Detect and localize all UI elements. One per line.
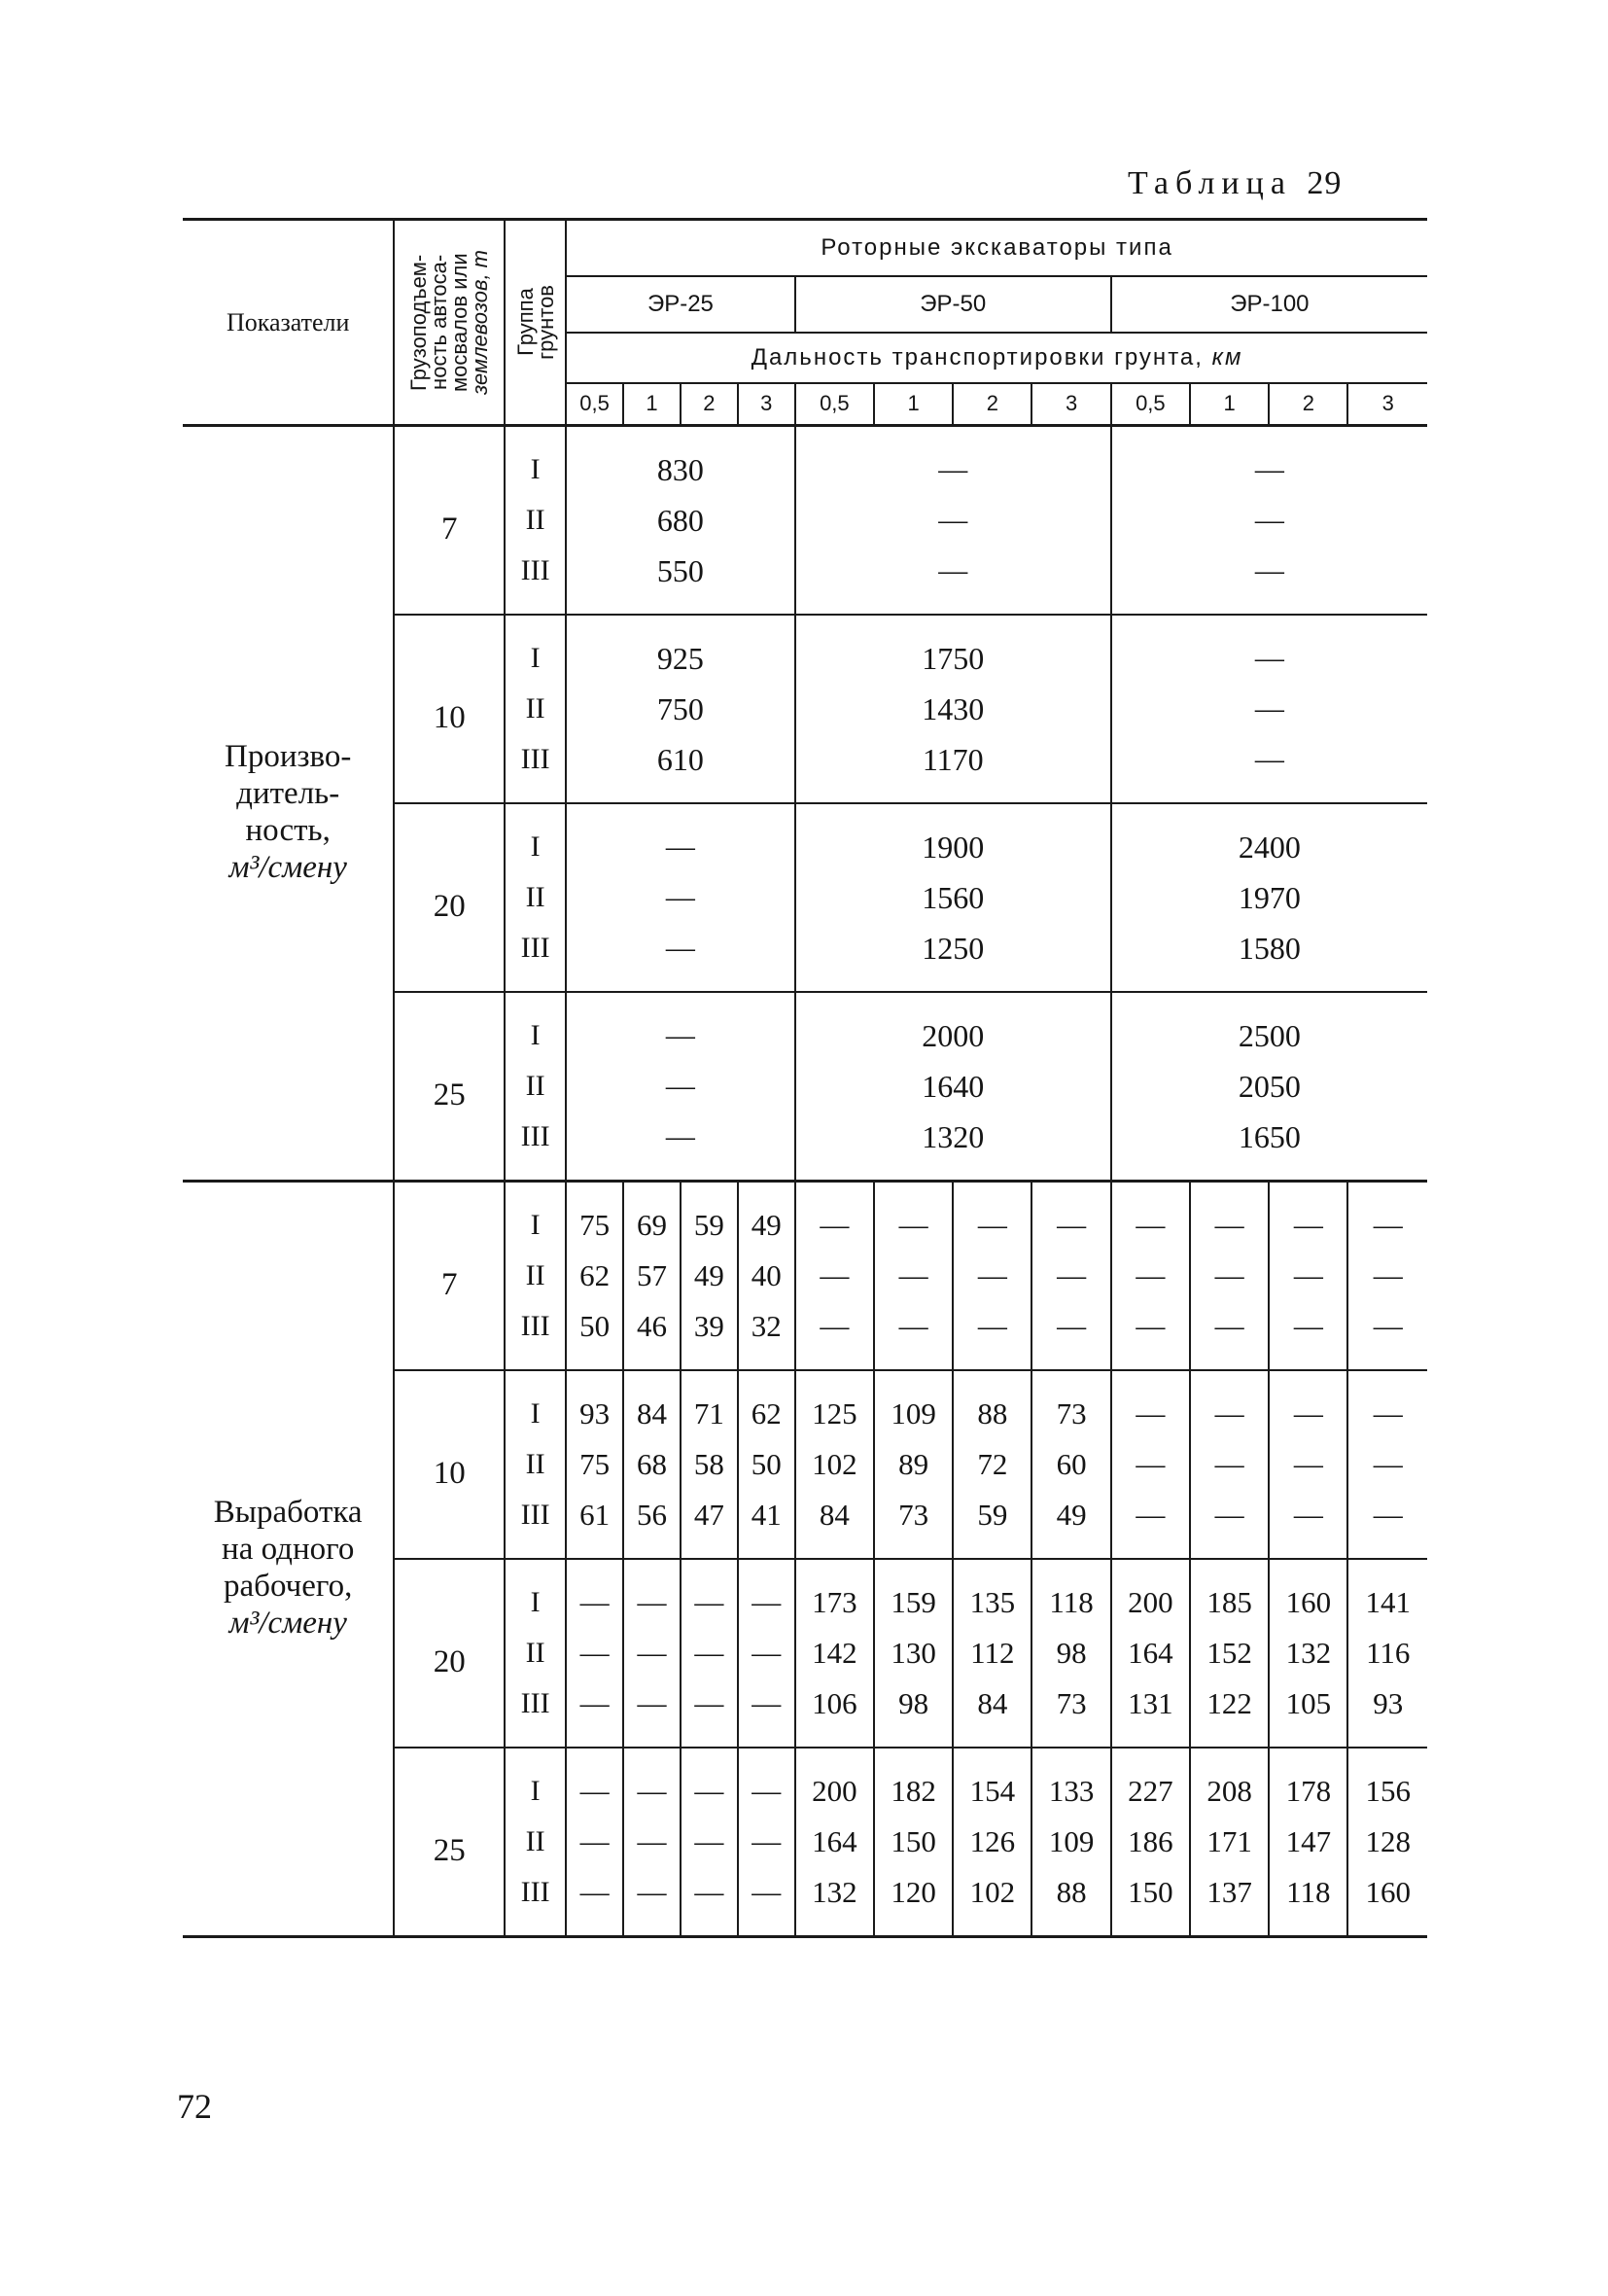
soil-group: III [505, 1867, 566, 1937]
output-value: — [1031, 1251, 1110, 1301]
output-value: — [681, 1678, 738, 1748]
output-value: 178 [1269, 1748, 1347, 1817]
distance-value: 1 [1190, 383, 1269, 426]
output-value: — [738, 1817, 795, 1867]
output-row [183, 1182, 1427, 1252]
productivity-value-er50: 2000 [795, 992, 1111, 1061]
output-value: — [623, 1748, 681, 1817]
output-value: — [1269, 1251, 1347, 1301]
output-value: 130 [874, 1628, 953, 1678]
soil-group: II [505, 1628, 566, 1678]
indicator-label [183, 1182, 394, 1937]
caption-number: 29 [1307, 165, 1343, 201]
output-value: 46 [623, 1301, 681, 1370]
output-value: — [1190, 1490, 1269, 1559]
capacity-header: Грузоподъем- ность автоса- мосвалов или землевозов, т [394, 220, 505, 426]
productivity-value-er100: — [1111, 495, 1427, 546]
productivity-value-er25: — [665, 881, 695, 913]
indicator-label [183, 426, 394, 1182]
excavator-type-er25: ЭР-25 [566, 276, 795, 333]
output-value: 62 [738, 1370, 795, 1439]
soil-group: I [505, 1748, 566, 1817]
output-value: — [1269, 1301, 1347, 1370]
productivity-value-er50: 1560 [795, 872, 1111, 923]
output-value: 88 [953, 1370, 1031, 1439]
output-value: — [1111, 1301, 1190, 1370]
output-value: 126 [953, 1817, 1031, 1867]
output-value: 159 [874, 1559, 953, 1628]
output-value: 59 [681, 1182, 738, 1252]
distance-value: 1 [623, 383, 681, 426]
output-value: — [1190, 1370, 1269, 1439]
output-value: 200 [795, 1748, 874, 1817]
capacity-value: 25 [394, 1748, 505, 1937]
output-value: 133 [1031, 1748, 1110, 1817]
output-value: 137 [1190, 1867, 1269, 1937]
output-value: — [953, 1182, 1031, 1252]
output-value: 72 [953, 1439, 1031, 1490]
output-value: — [953, 1251, 1031, 1301]
output-value: — [1347, 1439, 1427, 1490]
output-value: — [579, 1687, 610, 1719]
output-value: — [1347, 1370, 1427, 1439]
output-value: 49 [738, 1182, 795, 1252]
productivity-value-er100: 1970 [1111, 872, 1427, 923]
capacity-value: 10 [394, 1370, 505, 1559]
output-value: — [1031, 1301, 1110, 1370]
output-value: — [1347, 1182, 1427, 1252]
output-value: 32 [738, 1301, 795, 1370]
output-value: 132 [795, 1867, 874, 1937]
distance-value: 0,5 [1111, 383, 1190, 426]
soil-group-header: Группа грунтов [505, 220, 566, 426]
output-value: 84 [795, 1490, 874, 1559]
output-value: 105 [1269, 1678, 1347, 1748]
output-value: 131 [1111, 1678, 1190, 1748]
output-value: 125 [795, 1370, 874, 1439]
output-value: — [738, 1628, 795, 1678]
output-value: — [623, 1817, 681, 1867]
output-value: 152 [1190, 1628, 1269, 1678]
output-section [183, 1182, 1427, 1937]
distance-unit: км [1211, 343, 1243, 371]
output-value: — [1347, 1251, 1427, 1301]
distance-value: 2 [1269, 383, 1347, 426]
productivity-value-er25: — [566, 992, 795, 1061]
output-value: 69 [623, 1182, 681, 1252]
output-value: — [738, 1678, 795, 1748]
output-value: — [1111, 1370, 1190, 1439]
output-value: — [681, 1628, 738, 1678]
soil-group: II [505, 1439, 566, 1490]
indicator-label-line: Выработка [213, 1495, 363, 1530]
indicator-label-line: рабочего, [224, 1569, 353, 1604]
productivity-value-er100: 2500 [1111, 992, 1427, 1061]
output-value: 227 [1111, 1748, 1190, 1817]
output-value: 50 [738, 1439, 795, 1490]
output-value: 49 [1031, 1490, 1110, 1559]
output-value: — [738, 1748, 795, 1817]
output-value: 173 [795, 1559, 874, 1628]
output-value: — [681, 1748, 738, 1817]
soil-group: I [505, 426, 566, 496]
output-value: — [795, 1301, 874, 1370]
excavator-type-er50: ЭР-50 [795, 276, 1111, 333]
output-value: 71 [681, 1370, 738, 1439]
output-value: 41 [738, 1490, 795, 1559]
output-value: 186 [1111, 1817, 1190, 1867]
output-value: — [566, 1559, 623, 1628]
output-value: 89 [874, 1439, 953, 1490]
output-value: 142 [795, 1628, 874, 1678]
soil-group: II [505, 1061, 566, 1112]
output-value: — [1269, 1439, 1347, 1490]
output-value: 50 [579, 1309, 611, 1343]
productivity-value-er25: 830 [566, 426, 795, 496]
productivity-section [183, 426, 1427, 1182]
indicator-label-line: ность, [245, 813, 331, 848]
output-value: 200 [1111, 1559, 1190, 1628]
productivity-value-er50: 1430 [795, 684, 1111, 734]
output-value: — [1347, 1301, 1427, 1370]
productivity-value-er100: 2400 [1111, 803, 1427, 872]
productivity-value-er50: 1320 [795, 1112, 1111, 1182]
output-value: 75 [566, 1182, 623, 1252]
output-value: — [1347, 1490, 1427, 1559]
output-value: — [579, 1825, 610, 1857]
output-value: — [623, 1559, 681, 1628]
soil-group: I [505, 803, 566, 872]
distance-value: 2 [953, 383, 1031, 426]
productivity-value-er25: — [566, 803, 795, 872]
soil-group: II [505, 1817, 566, 1867]
output-value: 150 [874, 1817, 953, 1867]
output-value: 62 [579, 1258, 611, 1292]
output-value: — [579, 1637, 610, 1669]
output-value: 88 [1031, 1867, 1110, 1937]
productivity-value-er25: 925 [566, 615, 795, 684]
table-caption [1128, 165, 1342, 202]
soil-group: III [505, 1112, 566, 1182]
output-value: 68 [623, 1439, 681, 1490]
output-value: 98 [1031, 1628, 1110, 1678]
distance-value: 3 [738, 383, 795, 426]
output-value: 59 [953, 1490, 1031, 1559]
productivity-value-er25: 610 [656, 742, 704, 777]
output-value: 109 [1031, 1817, 1110, 1867]
output-value: — [681, 1867, 738, 1937]
soil-group: II [505, 872, 566, 923]
output-value: — [681, 1817, 738, 1867]
productivity-value-er100: — [1111, 684, 1427, 734]
output-value: 60 [1031, 1439, 1110, 1490]
output-value: — [1111, 1439, 1190, 1490]
productivity-value-er100: — [1111, 546, 1427, 615]
output-value: — [874, 1301, 953, 1370]
table-header [183, 220, 1427, 426]
output-value: — [623, 1628, 681, 1678]
output-value: 120 [874, 1867, 953, 1937]
productivity-value-er25: 680 [656, 503, 704, 538]
distance-header: Дальность транспортировки грунта, км [566, 333, 1427, 383]
productivity-value-er50: — [795, 546, 1111, 615]
soil-group: II [505, 495, 566, 546]
distance-value: 3 [1031, 383, 1110, 426]
output-value: 56 [623, 1490, 681, 1559]
output-value: 141 [1347, 1559, 1427, 1628]
productivity-value-er100: 2050 [1111, 1061, 1427, 1112]
productivity-value-er100: — [1111, 426, 1427, 496]
distance-value: 2 [681, 383, 738, 426]
soil-group: III [505, 1490, 566, 1559]
soil-group: I [505, 992, 566, 1061]
indicator-label-line: дитель- [236, 776, 340, 811]
output-value: 109 [874, 1370, 953, 1439]
output-value: — [1190, 1251, 1269, 1301]
output-value: — [874, 1182, 953, 1252]
output-value: 93 [566, 1370, 623, 1439]
output-value: 118 [1269, 1867, 1347, 1937]
output-value: 164 [795, 1817, 874, 1867]
capacity-value: 20 [394, 1559, 505, 1748]
capacity-value: 7 [394, 426, 505, 616]
output-value: 164 [1111, 1628, 1190, 1678]
output-value: — [1269, 1490, 1347, 1559]
productivity-value-er25: 750 [656, 691, 704, 726]
productivity-value-er50: 1750 [795, 615, 1111, 684]
indicator-unit: м³/смену [228, 1606, 347, 1641]
soil-group: I [505, 1559, 566, 1628]
output-value: 75 [579, 1447, 611, 1481]
capacity-value: 20 [394, 803, 505, 992]
output-value: — [566, 1748, 623, 1817]
output-value: — [738, 1867, 795, 1937]
output-value: — [623, 1678, 681, 1748]
output-value: — [681, 1559, 738, 1628]
excavator-type-er100: ЭР-100 [1111, 276, 1427, 333]
distance-value: 0,5 [795, 383, 874, 426]
output-value: — [1031, 1182, 1110, 1252]
output-value: — [1111, 1490, 1190, 1559]
output-value: 40 [738, 1251, 795, 1301]
output-value: — [1269, 1182, 1347, 1252]
output-value: — [795, 1251, 874, 1301]
distance-value: 1 [874, 383, 953, 426]
output-value: 135 [953, 1559, 1031, 1628]
output-value: 73 [1031, 1678, 1110, 1748]
soil-group: I [505, 1370, 566, 1439]
productivity-value-er25: — [665, 1120, 695, 1152]
output-value: — [1111, 1251, 1190, 1301]
output-value: 171 [1190, 1817, 1269, 1867]
output-value: 122 [1190, 1678, 1269, 1748]
soil-group: III [505, 923, 566, 992]
output-value: 112 [953, 1628, 1031, 1678]
productivity-value-er50: 1170 [795, 734, 1111, 803]
output-value: 147 [1269, 1817, 1347, 1867]
output-value: 208 [1190, 1748, 1269, 1817]
output-value: 160 [1347, 1867, 1427, 1937]
output-value: 116 [1347, 1628, 1427, 1678]
indicators-header: Показатели [183, 220, 394, 426]
distance-value: 0,5 [566, 383, 623, 426]
soil-group: III [505, 734, 566, 803]
productivity-value-er50: 1640 [795, 1061, 1111, 1112]
soil-group: III [505, 1301, 566, 1370]
productivity-value-er50: 1250 [795, 923, 1111, 992]
output-value: 150 [1111, 1867, 1190, 1937]
productivity-value-er50: 1900 [795, 803, 1111, 872]
soil-group: III [505, 1678, 566, 1748]
output-value: — [623, 1867, 681, 1937]
output-value: 132 [1269, 1628, 1347, 1678]
output-value: 185 [1190, 1559, 1269, 1628]
productivity-table [183, 218, 1427, 1938]
output-value: 98 [874, 1678, 953, 1748]
output-value: 102 [953, 1867, 1031, 1937]
output-value: 93 [1347, 1678, 1427, 1748]
output-value: 73 [1031, 1370, 1110, 1439]
output-value: — [1111, 1182, 1190, 1252]
caption-word: Таблица [1128, 165, 1292, 201]
capacity-value: 10 [394, 615, 505, 803]
soil-group: II [505, 1251, 566, 1301]
output-value: — [795, 1182, 874, 1252]
soil-group: III [505, 546, 566, 615]
productivity-value-er25: 550 [656, 553, 704, 588]
productivity-row [183, 426, 1427, 496]
productivity-value-er50: — [795, 495, 1111, 546]
capacity-value: 7 [394, 1182, 505, 1371]
page-number: 72 [177, 2087, 212, 2126]
output-value: 73 [874, 1490, 953, 1559]
productivity-value-er25: — [665, 1070, 695, 1102]
output-value: 84 [953, 1678, 1031, 1748]
productivity-value-er50: — [795, 426, 1111, 496]
output-value: 47 [681, 1490, 738, 1559]
indicator-unit: м³/смену [228, 850, 347, 885]
output-value: 128 [1347, 1817, 1427, 1867]
productivity-value-er25: — [665, 932, 695, 964]
output-value: 106 [795, 1678, 874, 1748]
output-value: 61 [579, 1498, 611, 1532]
soil-group: I [505, 615, 566, 684]
output-value: — [953, 1301, 1031, 1370]
productivity-value-er100: — [1111, 734, 1427, 803]
output-value: 39 [681, 1301, 738, 1370]
output-value: — [579, 1876, 610, 1908]
output-value: 58 [681, 1439, 738, 1490]
output-value: — [1190, 1182, 1269, 1252]
output-value: — [738, 1559, 795, 1628]
output-value: 118 [1031, 1559, 1110, 1628]
soil-group: I [505, 1182, 566, 1252]
output-value: — [1269, 1370, 1347, 1439]
rotary-excavators-header: Роторные экскаваторы типа [566, 220, 1427, 276]
distance-value: 3 [1347, 383, 1427, 426]
output-value: — [1190, 1301, 1269, 1370]
productivity-value-er100: 1580 [1111, 923, 1427, 992]
productivity-value-er100: — [1111, 615, 1427, 684]
output-value: 156 [1347, 1748, 1427, 1817]
output-value: 102 [795, 1439, 874, 1490]
output-value: — [1190, 1439, 1269, 1490]
output-value: 160 [1269, 1559, 1347, 1628]
soil-group: II [505, 684, 566, 734]
productivity-value-er100: 1650 [1111, 1112, 1427, 1182]
indicator-label-line: Произво- [225, 739, 352, 774]
output-value: 154 [953, 1748, 1031, 1817]
output-value: 49 [681, 1251, 738, 1301]
output-value: 84 [623, 1370, 681, 1439]
output-value: — [874, 1251, 953, 1301]
capacity-value: 25 [394, 992, 505, 1182]
indicator-label-line: на одного [222, 1532, 355, 1567]
output-value: 57 [623, 1251, 681, 1301]
output-value: 182 [874, 1748, 953, 1817]
